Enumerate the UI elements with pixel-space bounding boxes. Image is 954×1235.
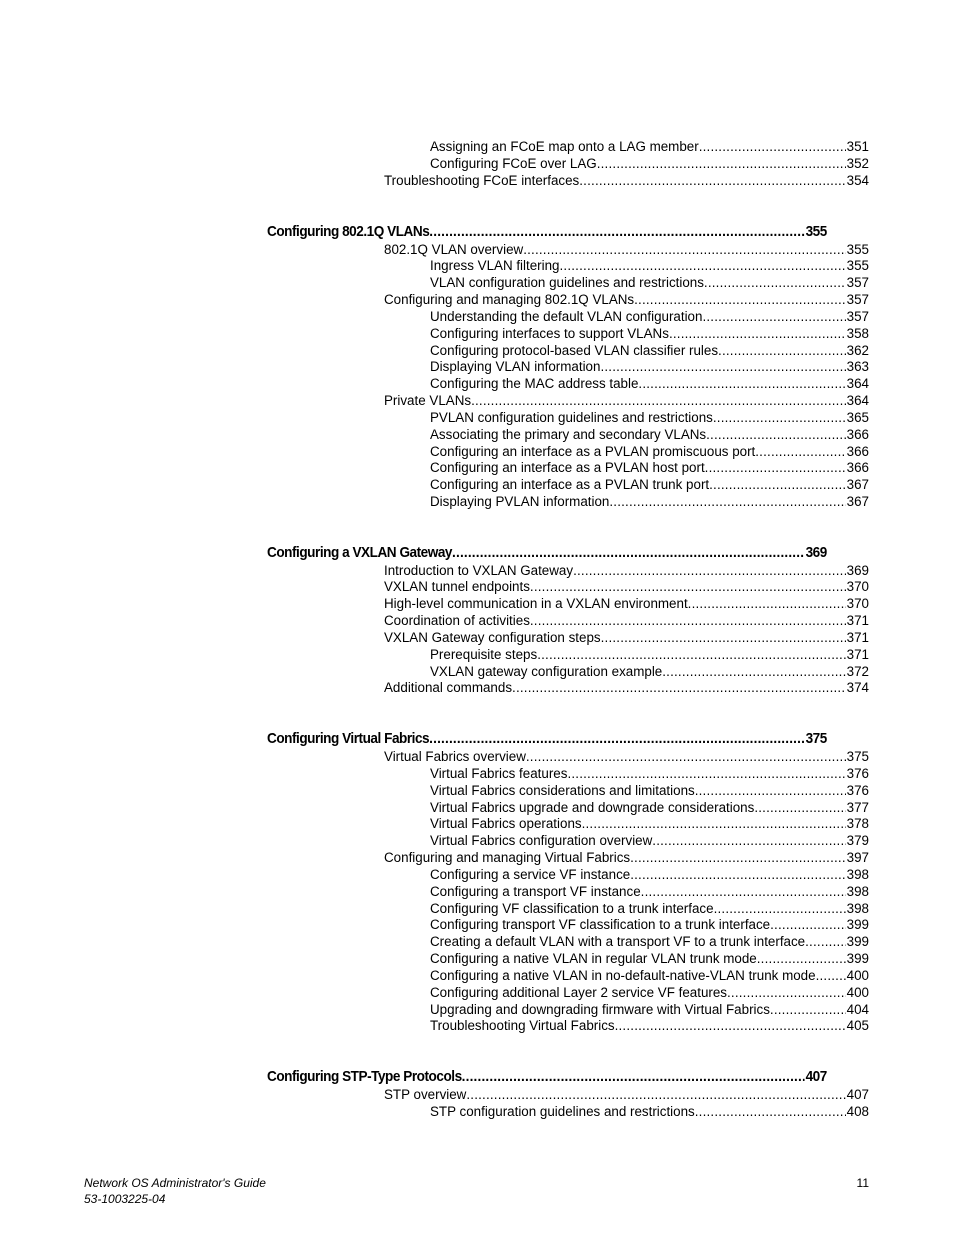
toc-entry-title: Creating a default VLAN with a transport VF to a trunk interface — [430, 934, 806, 949]
toc-entry[interactable] — [430, 967, 869, 984]
dot-leader — [630, 866, 845, 883]
dot-leader — [452, 544, 805, 562]
dot-leader — [512, 679, 846, 696]
toc-entry-page: 357 — [846, 275, 869, 290]
toc-entry-title: Configuring the MAC address table — [430, 376, 639, 391]
toc-entry-title: Virtual Fabrics features — [430, 766, 568, 781]
dot-leader — [695, 1103, 846, 1120]
dot-leader — [601, 629, 846, 646]
toc-entry-title: Configuring FCoE over LAG — [430, 156, 597, 171]
dot-leader — [755, 443, 845, 460]
toc-entry-page: 354 — [846, 173, 869, 188]
toc-entry-title: High-level communication in a VXLAN environment — [384, 596, 688, 611]
dot-leader — [530, 612, 846, 629]
dot-leader — [754, 799, 845, 816]
toc-entry-title: Additional commands — [384, 680, 513, 695]
toc-entry-page: 400 — [846, 985, 869, 1000]
toc-entry-title: Configuring an interface as a PVLAN trunk port — [430, 477, 710, 492]
toc-entry-page: 378 — [846, 816, 869, 831]
dot-leader — [597, 155, 846, 172]
toc-entry-title: Prerequisite steps — [430, 647, 538, 662]
dot-leader — [662, 663, 845, 680]
toc-entry-page: 358 — [846, 326, 869, 341]
page-footer — [84, 1175, 869, 1207]
toc-entry-title: Configuring interfaces to support VLANs — [430, 326, 669, 341]
dot-leader — [429, 223, 804, 241]
toc-entry-title: Assigning an FCoE map onto a LAG member — [430, 139, 699, 154]
toc-entry-title: Configuring Virtual Fabrics — [267, 731, 430, 747]
toc-entry-page: 355 — [805, 224, 827, 240]
toc-entry-title: Ingress VLAN filtering — [430, 258, 560, 273]
toc-entry[interactable] — [430, 815, 869, 832]
toc-entry[interactable] — [384, 679, 869, 696]
toc-entry-title: Configuring a VXLAN Gateway — [267, 545, 453, 561]
dot-leader — [630, 849, 846, 866]
toc-entry-page: 371 — [846, 647, 869, 662]
dot-leader — [471, 392, 846, 409]
dot-leader — [526, 748, 846, 765]
dot-leader — [600, 358, 845, 375]
toc-entry-title: Virtual Fabrics considerations and limitations — [430, 783, 695, 798]
dot-leader — [705, 459, 846, 476]
dot-leader — [615, 1017, 846, 1034]
toc-entry[interactable] — [430, 443, 869, 460]
toc-entry[interactable] — [430, 342, 869, 359]
toc-entry-title: Configuring an interface as a PVLAN promiscuous port — [430, 444, 756, 459]
toc-entry-title: Configuring a service VF instance — [430, 867, 631, 882]
dot-leader — [770, 916, 846, 933]
toc-entry[interactable] — [384, 612, 869, 629]
toc-entry-title: Configuring additional Layer 2 service VF features — [430, 985, 727, 1000]
toc-entry[interactable] — [430, 832, 869, 849]
toc-entry[interactable] — [430, 1103, 869, 1120]
toc-entry[interactable] — [384, 392, 869, 409]
toc-entry[interactable] — [384, 172, 869, 189]
dot-leader — [560, 257, 846, 274]
toc-entry-page: 376 — [846, 783, 869, 798]
toc-entry-page: 355 — [846, 242, 869, 257]
toc-entry-title: Configuring protocol-based VLAN classifier rules — [430, 343, 719, 358]
toc-entry[interactable] — [430, 325, 869, 342]
toc-entry[interactable] — [430, 375, 869, 392]
toc-entry[interactable] — [430, 358, 869, 375]
dot-leader — [573, 562, 846, 579]
toc-entry-title: Configuring a transport VF instance — [430, 884, 641, 899]
dot-leader — [669, 325, 846, 342]
toc-entry[interactable] — [430, 476, 869, 493]
toc-entry-page: 404 — [846, 1002, 869, 1017]
toc-entry-title: Virtual Fabrics configuration overview — [430, 833, 653, 848]
toc-entry-title: Coordination of activities — [384, 613, 530, 628]
toc-entry[interactable] — [384, 562, 869, 579]
toc-entry-title: Configuring transport VF classification to a trunk interface — [430, 917, 771, 932]
toc-entry-title: Configuring and managing 802.1Q VLANs — [384, 292, 635, 307]
toc-entry-page: 399 — [846, 917, 869, 932]
toc-entry-page: 362 — [846, 343, 869, 358]
dot-leader — [805, 933, 846, 950]
toc-entry-page: 399 — [846, 951, 869, 966]
toc-entry-title: Upgrading and downgrading firmware with Virtual Fabrics — [430, 1002, 770, 1017]
dot-leader — [579, 172, 845, 189]
dot-leader — [634, 291, 846, 308]
toc-entry[interactable] — [430, 308, 869, 325]
toc-entry-title: Private VLANs — [384, 393, 472, 408]
toc-entry[interactable] — [430, 426, 869, 443]
toc-entry-title: Virtual Fabrics upgrade and downgrade considerations — [430, 800, 755, 815]
dot-leader — [770, 1001, 846, 1018]
toc-entry-page: 355 — [846, 258, 869, 273]
toc-entry-page: 400 — [846, 968, 869, 983]
toc-entry[interactable] — [430, 866, 869, 883]
dot-leader — [537, 646, 845, 663]
toc-entry-title: Virtual Fabrics operations — [430, 816, 582, 831]
footer-doc-number: 53-1003225-04 — [84, 1192, 166, 1206]
toc-entry-title: Configuring VF classification to a trunk interface — [430, 901, 714, 916]
toc-entry-title: Configuring a native VLAN in no-default-native-VLAN trunk mode — [430, 968, 816, 983]
toc-entry[interactable] — [430, 1001, 869, 1018]
toc-entry[interactable] — [430, 274, 869, 291]
toc-entry-title: Configuring 802.1Q VLANs — [267, 224, 430, 240]
toc-entry-page: 366 — [846, 460, 869, 475]
toc-entry[interactable] — [430, 916, 869, 933]
toc-entry-page: 374 — [846, 680, 869, 695]
toc-entry[interactable] — [384, 629, 869, 646]
toc-entry-title: Introduction to VXLAN Gateway — [384, 563, 574, 578]
toc-entry-page: 352 — [846, 156, 869, 171]
toc-entry-page: 363 — [846, 359, 869, 374]
toc-entry-title: STP configuration guidelines and restrictions — [430, 1104, 695, 1119]
dot-leader — [688, 595, 846, 612]
dot-leader — [530, 578, 846, 595]
toc-entry-page: 357 — [846, 292, 869, 307]
toc-entry[interactable] — [430, 646, 869, 663]
toc-entry[interactable] — [430, 257, 869, 274]
toc-entry-title: VXLAN gateway configuration example — [430, 664, 663, 679]
dot-leader — [609, 493, 845, 510]
dot-leader — [641, 883, 846, 900]
dot-leader — [567, 765, 845, 782]
toc-entry-page: 366 — [846, 427, 869, 442]
toc-entry-page: 366 — [846, 444, 869, 459]
toc-entry-page: 371 — [846, 630, 869, 645]
dot-leader — [462, 1068, 805, 1086]
dot-leader — [466, 1086, 845, 1103]
toc-entry-page: 372 — [846, 664, 869, 679]
toc-entry-title: Configuring STP-Type Protocols — [267, 1069, 462, 1085]
footer-guide-title: Network OS Administrator's Guide — [84, 1176, 266, 1190]
toc-entry-page: 365 — [846, 410, 869, 425]
toc-entry-title: VXLAN Gateway configuration steps — [384, 630, 601, 645]
toc-entry-title: Associating the primary and secondary VLANs — [430, 427, 707, 442]
toc-entry-page: 369 — [805, 545, 827, 561]
toc-entry[interactable] — [430, 155, 869, 172]
toc-entry[interactable] — [430, 459, 869, 476]
toc-entry[interactable] — [384, 578, 869, 595]
dot-leader — [757, 950, 846, 967]
dot-leader — [727, 984, 846, 1001]
toc-entry-title: Troubleshooting Virtual Fabrics — [430, 1018, 615, 1033]
toc-entry-page: 379 — [846, 833, 869, 848]
toc-entry[interactable] — [430, 984, 869, 1001]
toc-entry-title: VXLAN tunnel endpoints — [384, 579, 530, 594]
toc-entry-page: 407 — [805, 1069, 827, 1085]
dot-leader — [714, 900, 846, 917]
toc-entry[interactable] — [430, 138, 869, 155]
toc-entry-page: 369 — [846, 563, 869, 578]
footer-page-number: 11 — [856, 1176, 869, 1190]
toc-entry-page: 399 — [846, 934, 869, 949]
dot-leader — [713, 409, 846, 426]
dot-leader — [695, 782, 846, 799]
toc-entry-page: 375 — [846, 749, 869, 764]
toc-entry-page: 376 — [846, 766, 869, 781]
dot-leader — [709, 476, 846, 493]
toc-chapter-entry[interactable] — [267, 223, 827, 241]
toc-entry[interactable] — [384, 849, 869, 866]
toc-entry-page: 357 — [846, 309, 869, 324]
toc-entry[interactable] — [384, 291, 869, 308]
toc-entry-page: 408 — [846, 1104, 869, 1119]
toc-entry[interactable] — [430, 950, 869, 967]
toc-chapter-entry[interactable] — [267, 1068, 827, 1086]
toc-entry-title: Troubleshooting FCoE interfaces — [384, 173, 580, 188]
toc-entry-title: PVLAN configuration guidelines and restrictions — [430, 410, 713, 425]
toc-entry[interactable] — [430, 933, 869, 950]
toc-entry-title: STP overview — [384, 1087, 467, 1102]
dot-leader — [706, 426, 846, 443]
toc-chapter-entry[interactable] — [267, 730, 827, 748]
dot-leader — [429, 730, 805, 748]
toc-entry-page: 398 — [846, 867, 869, 882]
toc-entry[interactable] — [430, 493, 869, 510]
toc-entry-title: Understanding the default VLAN configuration — [430, 309, 703, 324]
toc-entry[interactable] — [430, 782, 869, 799]
toc-entry-page: 405 — [846, 1018, 869, 1033]
toc-entry-page: 351 — [846, 139, 869, 154]
toc-entry-page: 367 — [846, 494, 869, 509]
toc-entry[interactable] — [384, 241, 869, 258]
dot-leader — [702, 308, 845, 325]
toc-entry[interactable] — [430, 799, 869, 816]
toc-chapter-entry[interactable] — [267, 544, 827, 562]
toc-entry[interactable] — [384, 1086, 869, 1103]
dot-leader — [652, 832, 845, 849]
toc-entry-page: 364 — [846, 393, 869, 408]
toc-entry-page: 397 — [846, 850, 869, 865]
toc-entry-page: 370 — [846, 579, 869, 594]
toc-entry-title: Configuring a native VLAN in regular VLAN trunk mode — [430, 951, 757, 966]
toc-entry[interactable] — [430, 1017, 869, 1034]
toc-entry-title: Configuring an interface as a PVLAN host port — [430, 460, 705, 475]
dot-leader — [638, 375, 845, 392]
dot-leader — [718, 342, 846, 359]
toc-entry-page: 377 — [846, 800, 869, 815]
toc-entry[interactable] — [384, 595, 869, 612]
toc-entry-title: Displaying VLAN information — [430, 359, 601, 374]
toc-entry[interactable] — [430, 883, 869, 900]
dot-leader — [582, 815, 846, 832]
toc-entry-title: 802.1Q VLAN overview — [384, 242, 524, 257]
toc-entry-page: 364 — [846, 376, 869, 391]
toc-entry-page: 367 — [846, 477, 869, 492]
toc-entry[interactable] — [430, 765, 869, 782]
toc-entry[interactable] — [430, 900, 869, 917]
toc-entry-page: 407 — [846, 1087, 869, 1102]
toc-entry-page: 371 — [846, 613, 869, 628]
toc-entry-page: 370 — [846, 596, 869, 611]
toc-entry-title: Virtual Fabrics overview — [384, 749, 526, 764]
dot-leader — [523, 241, 845, 258]
toc-entry[interactable] — [430, 663, 869, 680]
dot-leader — [816, 967, 846, 984]
toc-entry-page: 375 — [805, 731, 827, 747]
toc-entry-title: VLAN configuration guidelines and restrictions — [430, 275, 704, 290]
toc-entry[interactable] — [384, 748, 869, 765]
toc-entry-title: Displaying PVLAN information — [430, 494, 610, 509]
dot-leader — [704, 274, 846, 291]
dot-leader — [699, 138, 846, 155]
toc-entry-page: 398 — [846, 884, 869, 899]
toc-entry[interactable] — [430, 409, 869, 426]
toc-entry-title: Configuring and managing Virtual Fabrics — [384, 850, 631, 865]
toc-entry-page: 398 — [846, 901, 869, 916]
